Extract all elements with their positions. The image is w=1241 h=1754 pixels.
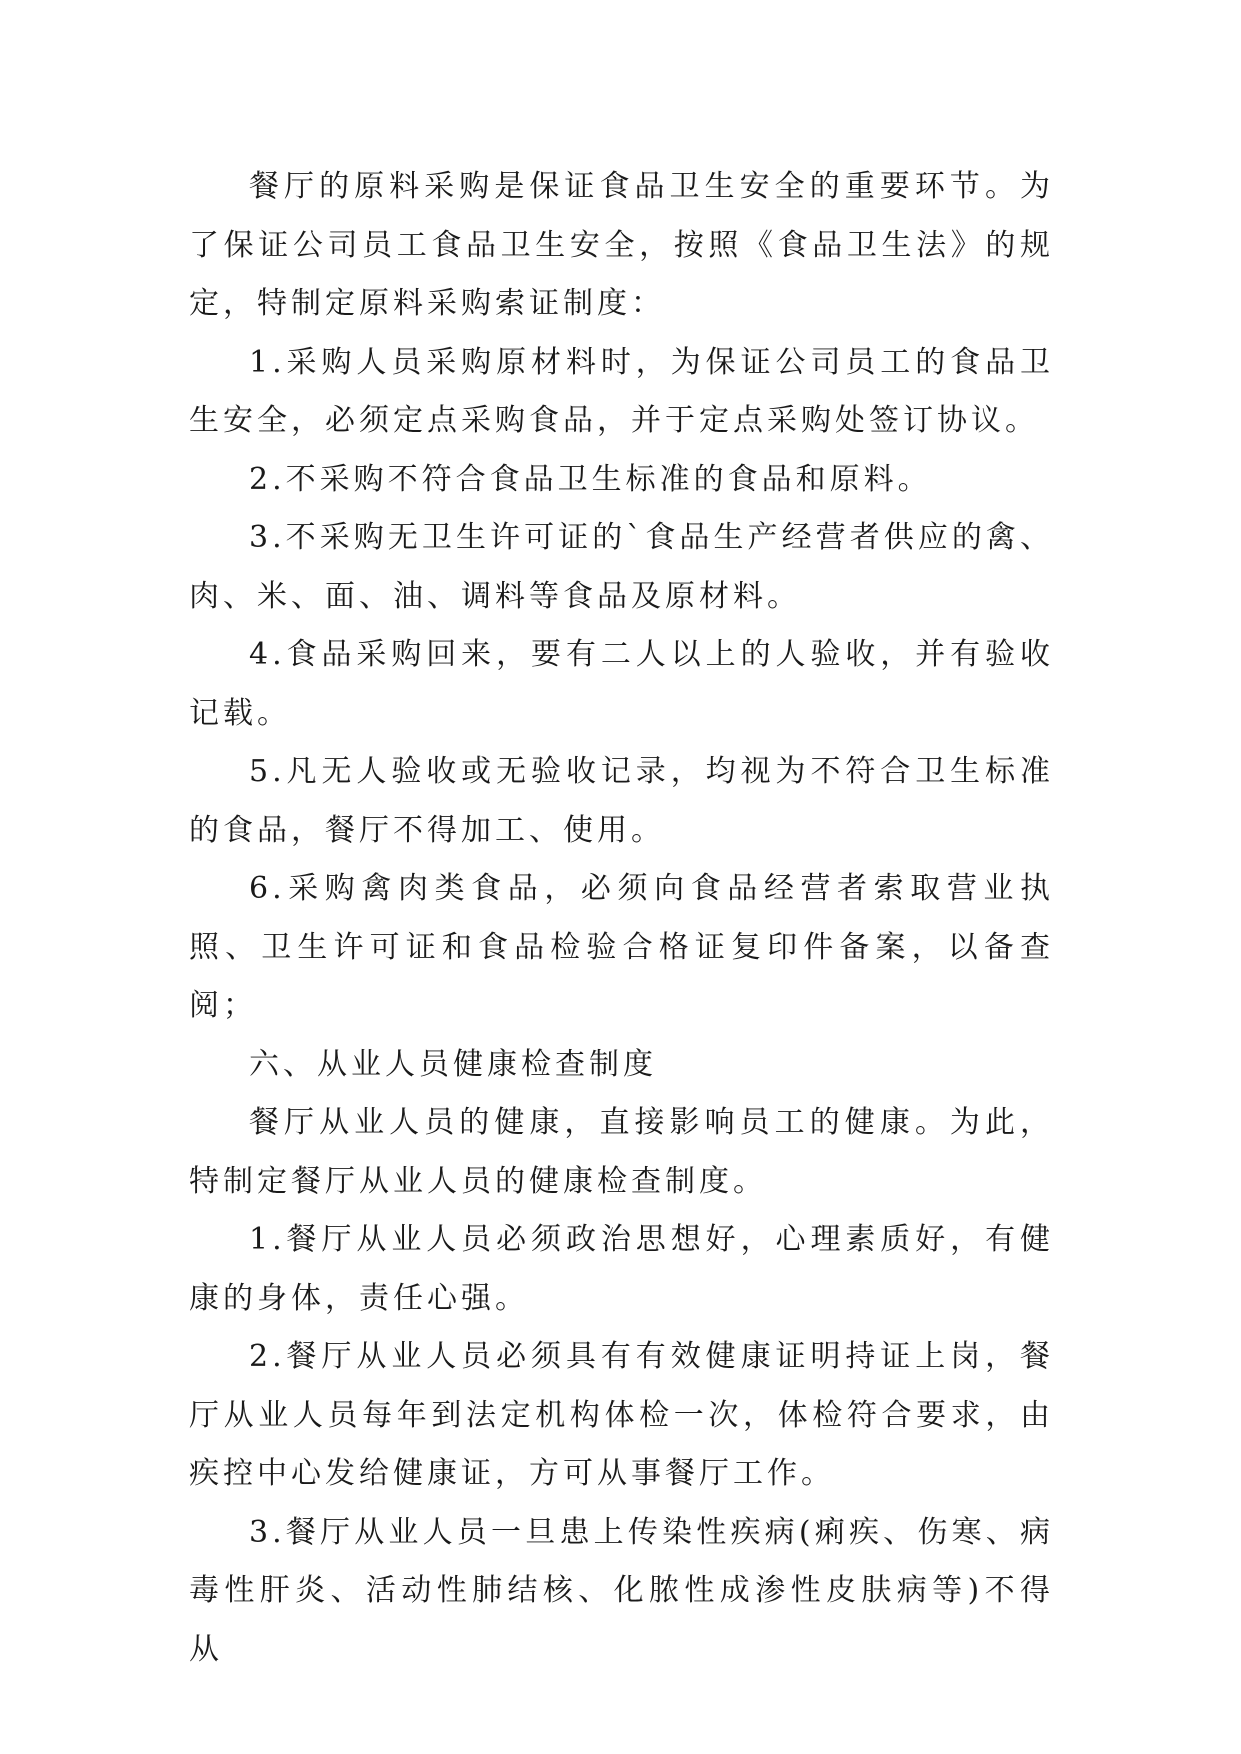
- health-intro-paragraph: 餐厅从业人员的健康，直接影响员工的健康。为此，特制定餐厅从业人员的健康检查制度。: [189, 1105, 1054, 1199]
- procurement-rule-5: 5.凡无人验收或无验收记录，均视为不符合卫生标准的食品，餐厅不得加工、使用。: [189, 754, 1054, 848]
- procurement-rule-1: 1.采购人员采购原材料时，为保证公司员工的食品卫生安全，必须定点采购食品，并于定点采购处签订协议。: [189, 344, 1054, 438]
- procurement-rule-6: 6.采购禽肉类食品，必须向食品经营者索取营业执照、卫生许可证和食品检验合格证复印件备案，以备查阅；: [189, 871, 1054, 1023]
- document-body: [189, 158, 1054, 1679]
- health-rule-2: 2.餐厅从业人员必须具有有效健康证明持证上岗，餐厅从业人员每年到法定机构体检一次，体检符合要求，由疾控中心发给健康证，方可从事餐厅工作。: [189, 1339, 1054, 1491]
- health-rule-3: 3.餐厅从业人员一旦患上传染性疾病(痢疾、伤寒、病毒性肝炎、活动性肺结核、化脓性成渗性皮肤病等)不得从: [189, 1514, 1054, 1667]
- section-heading: 六、从业人员健康检查制度: [249, 1046, 657, 1082]
- procurement-rule-2: 2.不采购不符合食品卫生标准的食品和原料。: [249, 461, 932, 497]
- health-rule-1: 1.餐厅从业人员必须政治思想好，心理素质好，有健康的身体，责任心强。: [189, 1222, 1054, 1316]
- procurement-rule-4: 4.食品采购回来，要有二人以上的人验收，并有验收记载。: [189, 637, 1054, 731]
- intro-paragraph: 餐厅的原料采购是保证食品卫生安全的重要环节。为了保证公司员工食品卫生安全，按照《食品卫生法》的规定，特制定原料采购索证制度：: [189, 169, 1054, 321]
- procurement-rule-3: 3.不采购无卫生许可证的`食品生产经营者供应的禽、肉、米、面、油、调料等食品及原材料。: [189, 520, 1054, 614]
